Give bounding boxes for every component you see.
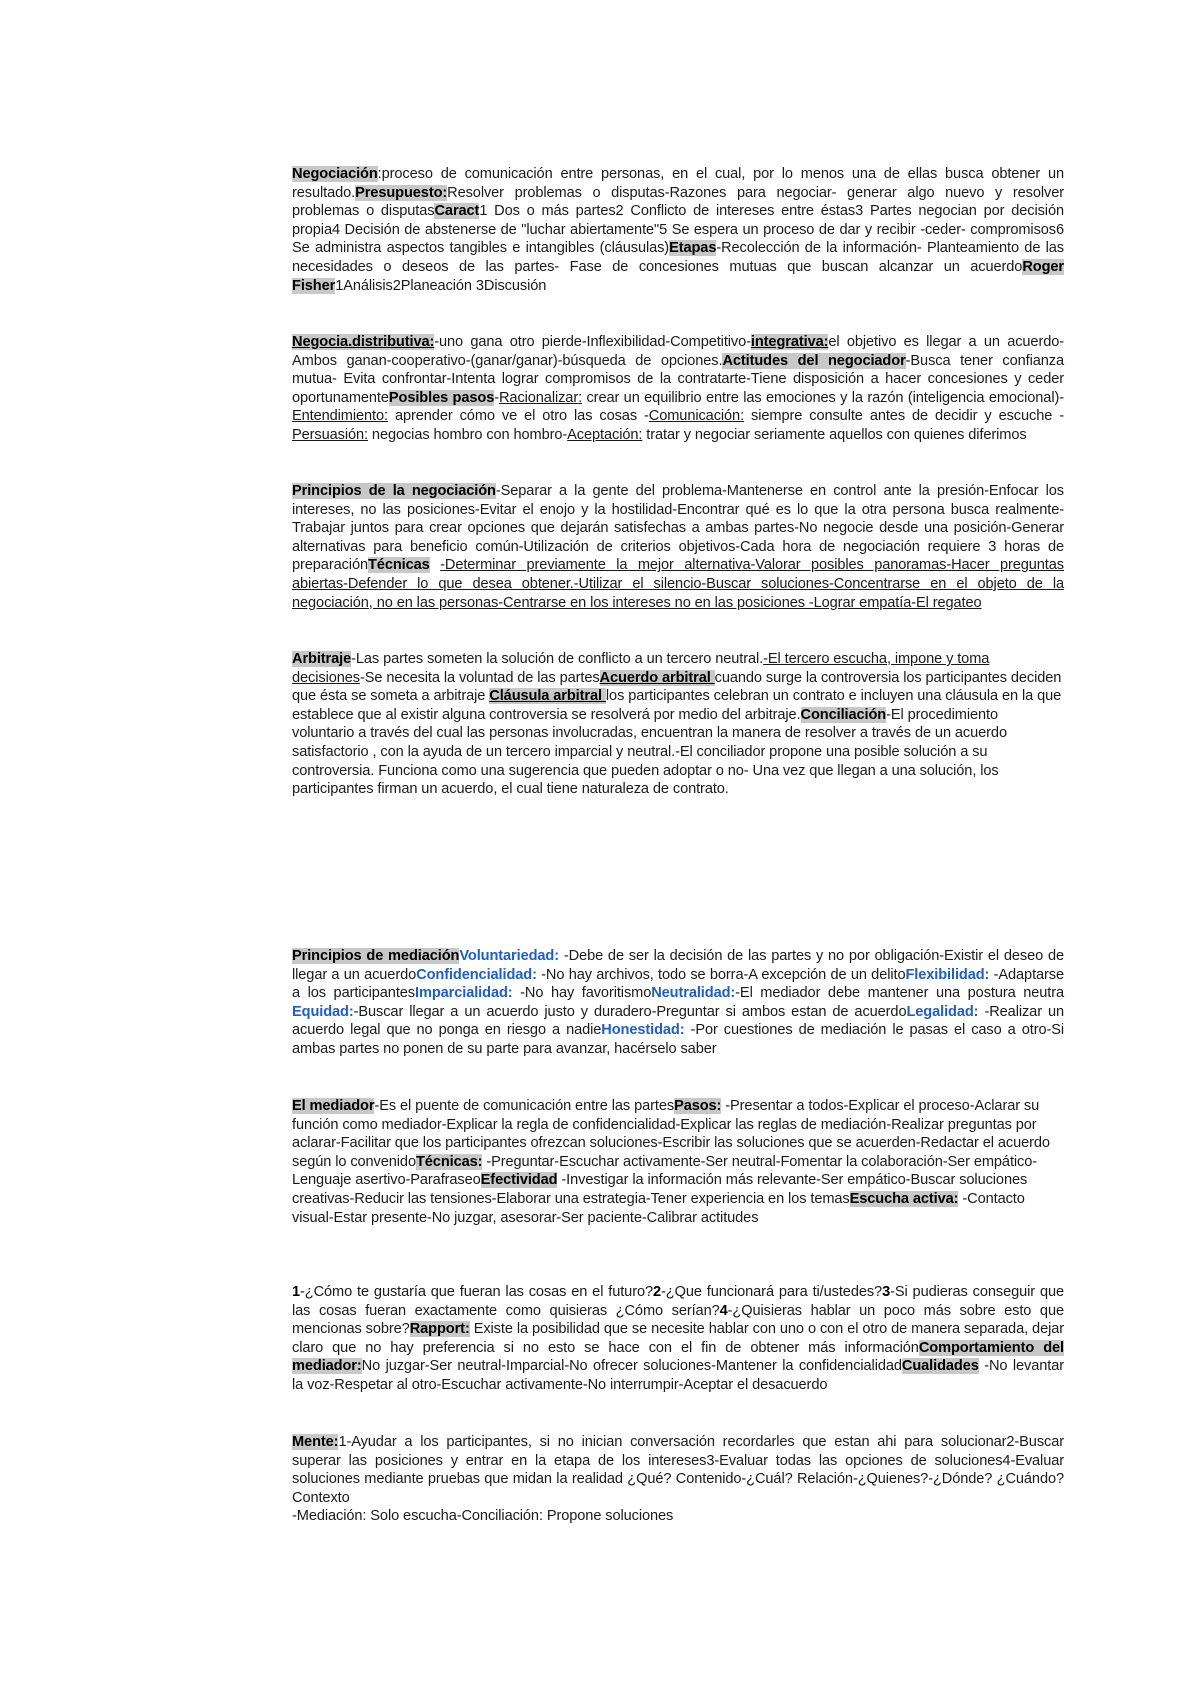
heading-term: Efectividad bbox=[480, 1172, 558, 1189]
question-number: 3 bbox=[882, 1284, 891, 1300]
heading-term: Cualidades bbox=[901, 1358, 979, 1375]
body-text: -Debe de ser la decisión de las partes y no por obligación-Existir el deseo de llegar a un acuerdo bbox=[292, 948, 1064, 983]
body-text: el objetivo es llegar a un acuerdo-Ambos ganan-cooperativo-(ganar/ganar)-búsqueda de opciones. bbox=[292, 334, 1065, 369]
heading-term: Caract bbox=[434, 203, 480, 220]
heading-term: Conciliación bbox=[800, 706, 887, 723]
body-text: No juzgar-Ser neutral-Imparcial-No ofrecer soluciones-Mantener la confidencialidad bbox=[361, 1358, 902, 1375]
body-text: negocias hombro con hombro- bbox=[367, 426, 568, 443]
paragraph-tipos-negociacion bbox=[292, 333, 1064, 445]
body-text: -Preguntar-Escuchar activamente-Ser neutral-Fomentar la colaboración-Ser empático-Lenguaje asertivo-Parafraseo bbox=[292, 1153, 1038, 1189]
heading-term: Presupuesto: bbox=[355, 184, 448, 201]
body-text: los participantes celebran un contrato e incluyen una cláusula en la que establece que al existir alguna controversia se resolverá por medio del arbitraje. bbox=[292, 688, 1062, 723]
body-text: -uno gana otro pierde-Inflexibilidad-Competitivo- bbox=[434, 334, 751, 350]
principle-term: Legalidad: bbox=[906, 1003, 979, 1020]
heading-term: Posibles pasos bbox=[388, 389, 495, 406]
body-text: 1 Dos o más partes2 Conflicto de intereses entre éstas3 Partes negocian por decisión propia4 Decisión de abstenerse de "luchar abiertamente"5 Se espera un proceso de dar y recibir -ceder- compromisos6 Se administra aspectos tangibles e intangibles (cláusulas) bbox=[292, 203, 1064, 257]
heading-term: Arbitraje bbox=[292, 651, 352, 667]
body-text: 1-Ayudar a los participantes, si no inician conversación recordarles que estan ahi para solucionar2-Buscar superar las posiciones y entrar en la etapa de los intereses3-Evaluar todas las opciones de soluciones4-Evaluar soluciones mediante pruebas que midan la realidad ¿Qué? Contenido-¿Cuál? Relación-¿Quienes?-¿Dónde? ¿Cuándo? Contexto bbox=[292, 1434, 1064, 1506]
principle-term: Honestidad: bbox=[601, 1022, 685, 1039]
heading-term: Escucha activa: bbox=[849, 1190, 959, 1207]
body-text: -Busca tener confianza mutua- Evita confrontar-Intenta lograr compromisos de la contratarte-Tiene disposición a hacer concesiones y ceder oportunamente bbox=[292, 352, 1064, 406]
body-text: -Contacto visual-Estar presente-No juzgar, asesorar-Ser paciente-Calibrar actitudes bbox=[292, 1190, 1025, 1226]
body-text: -Es el puente de comunicación entre las partes bbox=[374, 1098, 675, 1114]
question-number: 2 bbox=[653, 1284, 662, 1300]
principle-term: Confidencialidad: bbox=[416, 966, 537, 983]
heading-term: Pasos: bbox=[674, 1098, 722, 1114]
body-text: :proceso de comunicación entre personas, en el cual, por lo menos una de ellas busca obtener un resultado. bbox=[292, 166, 1064, 201]
paragraph-principios-negociacion bbox=[292, 482, 1064, 612]
body-text: tratar y negociar seriamente aquellos con quienes diferimos bbox=[642, 426, 1027, 443]
paragraph-principios-mediacion bbox=[292, 947, 1064, 1059]
question-number: 4 bbox=[719, 1302, 728, 1319]
heading-term: El mediador bbox=[292, 1098, 375, 1114]
paragraph-mente bbox=[292, 1433, 1064, 1526]
body-text: -¿Que funcionará para ti/ustedes? bbox=[661, 1284, 883, 1300]
body-text: -No hay favoritismo bbox=[512, 985, 652, 1002]
body-text: siempre consulte antes de decidir y escuche - bbox=[744, 408, 1064, 425]
body-text: crear un equilibrio entre las emociones y la razón (inteligencia emocional)- bbox=[582, 389, 1064, 406]
underlined-text: Entendimiento: bbox=[292, 408, 388, 425]
body-text: -¿Quisieras hablar un poco más sobre esto que mencionas sobre? bbox=[292, 1302, 1064, 1338]
heading-term: integrativa: bbox=[750, 334, 829, 350]
heading-term: Cláusula arbitral bbox=[489, 688, 606, 705]
paragraph-negociacion bbox=[292, 165, 1064, 295]
body-text: -Por cuestiones de mediación le pasas el caso a otro-Si ambas partes no ponen de su parte para avanzar, hacérselo saber bbox=[292, 1022, 1065, 1057]
heading-term: Rapport: bbox=[409, 1321, 470, 1338]
body-text: -Realizar un acuerdo legal que no ponga en riesgo a nadie bbox=[292, 1003, 1064, 1039]
body-text: -Recolección de la información- Planteamiento de las necesidades o deseos de las partes- Fase de concesiones mutuas que buscan alcanzar un acuerdo bbox=[292, 240, 1064, 275]
body-text: -Si pudieras conseguir que las cosas fueran exactamente como quisieras ¿Cómo serían? bbox=[292, 1284, 1064, 1319]
body-text: cuando surge la controversia los participantes deciden que ésta se someta a arbitraje bbox=[292, 669, 1062, 705]
underlined-text: Persuasión: bbox=[292, 426, 368, 443]
heading-term: Principios de la negociación bbox=[292, 483, 496, 499]
underlined-text: -Determinar previamente la mejor alternativa-Valorar posibles panoramas-Hacer preguntas abiertas-Defender lo que desea obtener.-Utilizar el silencio-Buscar soluciones-Concentrarse en el objeto de la negociación, no en las personas-Centrarse en los intereses no en las posiciones -Lograr empatía-El regateo bbox=[292, 557, 1064, 611]
heading-term: Actitudes del negociador bbox=[722, 352, 906, 369]
heading-term: Negociación bbox=[292, 166, 378, 182]
body-text: -Investigar la información más relevante-Ser empático-Buscar soluciones creativas-Reducir las tensiones-Elaborar una estrategia-Tener experiencia en los temas bbox=[292, 1172, 1028, 1207]
heading-term: Técnicas bbox=[367, 557, 430, 574]
principle-term: Flexibilidad: bbox=[905, 966, 990, 983]
principle-term: Neutralidad: bbox=[651, 985, 736, 1002]
paragraph-preguntas-rapport bbox=[292, 1283, 1064, 1395]
body-text: -Se necesita la voluntad de las partes bbox=[359, 669, 600, 686]
body-text: -Adaptarse a los participantes bbox=[292, 966, 1065, 1002]
body-text: - bbox=[494, 389, 499, 406]
underlined-text: Racionalizar: bbox=[498, 389, 583, 406]
heading-term: Roger Fisher bbox=[292, 258, 1064, 294]
underlined-text: Comunicación: bbox=[648, 408, 745, 425]
body-text bbox=[430, 557, 440, 573]
principle-term: Equidad: bbox=[292, 1003, 354, 1020]
principle-term: Imparcialidad: bbox=[415, 985, 513, 1002]
body-text: -Las partes someten la solución de conflicto a un tercero neutral. bbox=[351, 651, 764, 667]
body-text: -El mediador debe mantener una postura neutra bbox=[735, 985, 1065, 1002]
paragraph-el-mediador bbox=[292, 1097, 1064, 1227]
body-text: 1Análisis2Planeación 3Discusión bbox=[335, 277, 547, 294]
body-text: aprender cómo ve el otro las cosas - bbox=[387, 408, 649, 425]
body-text: -No hay archivos, todo se borra-A excepción de un delito bbox=[536, 966, 906, 983]
body-text: -No levantar la voz-Respetar al otro-Escuchar activamente-No interrumpir-Aceptar el desacuerdo bbox=[292, 1358, 1064, 1393]
heading-term: Mente: bbox=[292, 1434, 339, 1450]
body-text: -Separar a la gente del problema-Mantenerse en control ante la presión-Enfocar los intereses, no las posiciones-Evitar el enojo y la hostilidad-Encontrar qué es lo que la otra persona busca realmente-Trabajar juntos para crear opciones que dejarán satisfechas a ambas partes-No negocie desde una posición-Generar alternativas para beneficio común-Utilización de criterios objetivos-Cada hora de negociación requiere 3 horas de preparación bbox=[292, 483, 1064, 574]
principle-term: Voluntariedad: bbox=[459, 948, 560, 964]
paragraph-arbitraje-conciliacion bbox=[292, 650, 1064, 799]
heading-term: Principios de mediación bbox=[292, 948, 460, 964]
body-text: -Buscar llegar a un acuerdo justo y duradero-Preguntar si ambos estan de acuerdo bbox=[353, 1003, 907, 1020]
heading-term: Técnicas: bbox=[415, 1153, 483, 1170]
body-text: -Mediación: Solo escucha-Conciliación: Propone soluciones bbox=[292, 1508, 674, 1525]
underlined-text: -El tercero escucha, impone y toma decisiones bbox=[292, 651, 990, 686]
body-text: -¿Cómo te gustaría que fueran las cosas en el futuro? bbox=[300, 1284, 653, 1300]
heading-term: Etapas bbox=[669, 240, 717, 257]
question-number: 1 bbox=[292, 1284, 301, 1300]
heading-term: Negocia.distributiva: bbox=[292, 334, 435, 350]
underlined-text: Aceptación: bbox=[567, 426, 643, 443]
body-text: -El procedimiento voluntario a través del cual las personas involucradas, encuentran la manera de resolver a través de un acuerdo satisfactorio , con la ayuda de un tercero imparcial y neutral.-El conciliador propone una posible solución a su controversia. Funciona como una sugerencia que pueden adoptar o no- Una vez que llegan a una solución, los participantes firman un acuerdo, el cual tiene naturaleza de contrato. bbox=[292, 706, 1007, 798]
body-text: -Presentar a todos-Explicar el proceso-Aclarar su función como mediador-Explicar la regla de confidencialidad-Explicar las reglas de mediación-Realizar preguntas por aclarar-Facilitar que los participantes ofrezcan soluciones-Escribir las soluciones que se acuerden-Redactar el acuerdo según lo convenido bbox=[292, 1098, 1050, 1170]
body-text: Existe la posibilidad que se necesite hablar con uno o con el otro de manera separada, dejar claro que no hay preferencia si no esto se hace con el fin de obtener más información bbox=[292, 1321, 1064, 1356]
heading-term: Acuerdo arbitral bbox=[599, 669, 715, 686]
heading-term: Comportamiento del mediador: bbox=[292, 1339, 1064, 1375]
body-text: Resolver problemas o disputas-Razones para negociar- generar algo nuevo y resolver problemas o disputas bbox=[292, 184, 1064, 220]
